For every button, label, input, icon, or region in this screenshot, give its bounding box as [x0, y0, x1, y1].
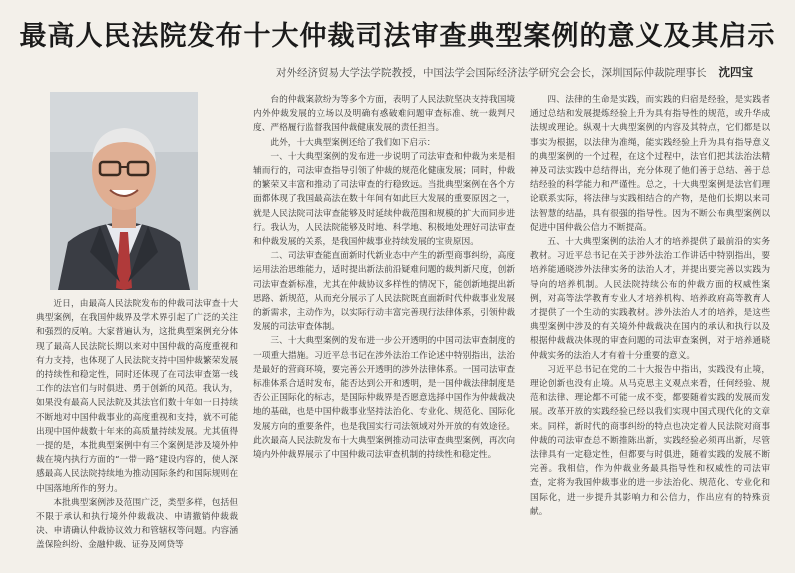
- column-3-paragraph: 五、十大典型案例的法治人才的培养提供了最前沿的实务教材。习近平总书记在关于涉外法治工作讲话中特别指出，要培养能通晓涉外法律实务的法治人才，并提出要完善以实践为导向的培养机制。人民法院持续公布的仲裁方面的权威性案例，对高等法学教育专业人才培养机构、培养政府高等教育人才提供了一个生动的实践教材。涉外法治人才的培养，是这些典型案例中涉及的有关境外仲裁裁决在国内的承认和执行以及根据仲裁裁决体现的审查问题的司法审查案例，对于培养通晓仲裁实务的法治人才有着十分重要的意义。: [530, 237, 770, 361]
- article-column-2: [253, 93, 515, 571]
- column-1-paragraph: 本批典型案例涉及范围广泛，类型多样，包括但不限于承认和执行境外仲裁裁决、申请撤销仲裁裁决、申请确认仲裁协议效力和管辖权等问题。内容涵盖保险纠纷、金融仲裁、证券及网贷等: [36, 497, 238, 551]
- author-byline: [276, 64, 753, 80]
- column-3-paragraph: 四、法律的生命是实践，而实践的归宿是经验，是实践者通过总结和发展提炼经验上升为具有指导性的规范，或升华成法规或理论。纵观十大典型案例的内容及其特点，它们都是以事实为根据，以法律为准绳，能实践经验上升为具有指导意义的典型案例的一个过程，在这个过程中，法官们把其法治法精神及司法实践中总结得出，充分体现了他们善于总结、善于总结经验的科学能力和严谨性。总之，十大典型案例是法官们理论联系实际，将法律与实践相结合的产物，是他们长期以来司法智慧的结晶，具有很强的指导性。因为不断公布典型案例以促进中国仲裁公信力不断提高。: [530, 95, 770, 233]
- column-2-paragraph: 台的仲裁案款纷为等多个方面，表明了人民法院坚决支持我国境内外仲裁发展的立场以及明确有惑破难问题审查标准、统一裁判尺度、严格履行监督我国仲裁健康发展的责任担当。: [253, 95, 515, 134]
- author-name: 沈四宝: [718, 65, 753, 79]
- column-2-paragraph: 二、司法审查能直面新时代新业态中产生的新型商事纠纷，高度运用法治思维能力，适时提出新法前沿疑难问题的裁判新尺度，创新司法审查新标准，尤其在仲裁协议多样性的情况下，能创新地提出新思路、新规范，从而充分展示了人民法院既直面新时代仲裁事业发展的新需求，主动作为，以实际行动丰富完善现行法律体系，引领仲裁发展的司法审查体制。: [253, 251, 515, 333]
- article-column-1: [36, 93, 238, 571]
- author-affiliation: 对外经济贸易大学法学院教授，中国法学会国际经济法学研究会会长，深圳国际仲裁院理事长: [276, 67, 707, 79]
- column-3-paragraph: 习近平总书记在党的二十大报告中指出，实践没有止境，理论创新也没有止境。从马克思主义观点来看，任何经验、规范和法律、理论都不可能一成不变，都要随着实践的发展而发展。改革开放的实践经验已经以我们实现中国式现代化的文章来。同样，新时代的商事纠纷的特点也决定着人民法院对商事仲裁的司法审查总不断推陈出新，实践经验必须再出新，尽管法律具有一定稳定性，但都要与时俱进，随着实践的发展不断完善。我相信，作为仲裁业务最具指导性和权威性的司法审查，定将为我国仲裁事业的进一步法治化、规范化、专业化和国际化，进一步提升其影响力和公信力，作出应有的特殊贡献。: [530, 364, 770, 517]
- column-1-paragraph: 近日，由最高人民法院发布的仲裁司法审查十大典型案例，在我国仲裁界及学术界引起了广泛的关注和强烈的反响。大家普遍认为，这批典型案例充分体现了最高人民法院长期以来对中国仲裁的高度重视和有力支持，也体现了人民法院支持中国仲裁繁荣发展的持续性和稳定性，同时还体现了在司法审查第一线工作的法官们与时俱进、勇于创新的风范。我认为，如果没有最高人民法院及其法官们数十年如一日持续不断地对中国仲裁事业的高度重视和支持，就不可能出现中国仲裁数十年来的高质量持续发展。尤其值得一提的是，本批典型案例中有三个案例是涉及境外仲裁在境内执行方面的“一带一路”建设内容的，使人深感最高人民法院持续地为推动国际条约和国际规则在中国落地所作的努力。: [36, 299, 238, 494]
- article-headline: 最高人民法院发布十大仲裁司法审查典型案例的意义及其启示: [19, 21, 776, 52]
- column-2-paragraph: 三、十大典型案例的发布进一步公开透明的中国司法审查制度的一项重大措施。习近平总书记在涉外法治工作论述中特别指出，法治是最好的营商环境，要完善公开透明的涉外法律体系。一国司法审查标准体系合适时发布，能否达到公开和透明，是一国仲裁法律制度是否公正国际化的标志，是国际仲裁界是否愿意选择中国作为仲裁裁决地的基础，也是中国仲裁事业坚持法治化、专业化、规范化、国际化发展方向的重要条件，也是我国实行司法领域对外开放的有效途径。此次最高人民法院发布十大典型案例推动司法审查典型案例，再次向境内外仲裁界展示了中国仲裁司法审查机制的持续性和稳定性。: [253, 336, 515, 461]
- article-column-3: [530, 93, 770, 571]
- column-2-paragraph: 一、十大典型案例的发布进一步说明了司法审查和仲裁为来是相辅而行的，司法审查指导引领了仲裁的规范化健康发展；同时，仲裁的繁荣又丰富和推动了司法审查的行稳致远。当批典型案例在各个方面都体现了我国最高法在数十年间有如此巨大发展的重要原因之一，就是人民法院司法审查能够及时延续仲裁范围和规模的扩大而同步进行。我认为，人民法院能够及时地、科学地、积极地处理好司法审查和仲裁发展的关系，是我国仲裁事业持续发展的宝贵原因。: [253, 151, 515, 248]
- column-2-paragraph: 此外，十大典型案例还给了我们如下启示：: [270, 137, 436, 148]
